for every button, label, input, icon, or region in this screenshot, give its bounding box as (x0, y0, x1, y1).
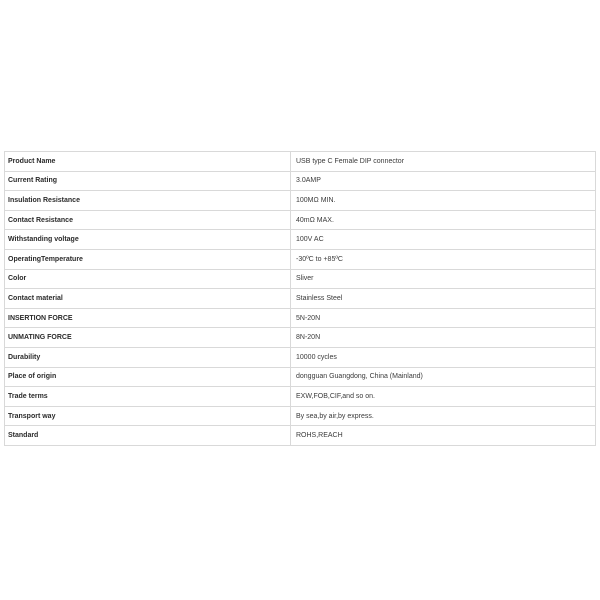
spec-value: ROHS,REACH (291, 426, 596, 446)
spec-label: UNMATING FORCE (5, 328, 291, 348)
table-row (5, 289, 596, 309)
spec-value: 3.0AMP (291, 171, 596, 191)
spec-value: Sliver (291, 269, 596, 289)
table-row (5, 249, 596, 269)
table-row (5, 308, 596, 328)
spec-value: 100MΩ MIN. (291, 191, 596, 211)
spec-value: -30ºC to +85ºC (291, 249, 596, 269)
table-row (5, 191, 596, 211)
spec-label: Durability (5, 347, 291, 367)
spec-label: Insulation Resistance (5, 191, 291, 211)
spec-label: Withstanding voltage (5, 230, 291, 250)
table-row (5, 426, 596, 446)
spec-value: Stainless Steel (291, 289, 596, 309)
spec-label: OperatingTemperature (5, 249, 291, 269)
spec-value: 40mΩ MAX. (291, 210, 596, 230)
table-row (5, 152, 596, 172)
spec-label: Product Name (5, 152, 291, 172)
spec-table (4, 151, 596, 446)
spec-label: Standard (5, 426, 291, 446)
spec-value: 10000 cycles (291, 347, 596, 367)
table-row (5, 347, 596, 367)
spec-label: Current Rating (5, 171, 291, 191)
spec-value: By sea,by air,by express. (291, 406, 596, 426)
spec-label: Contact material (5, 289, 291, 309)
table-row (5, 387, 596, 407)
spec-label: Trade terms (5, 387, 291, 407)
spec-value: USB type C Female DIP connector (291, 152, 596, 172)
table-row (5, 367, 596, 387)
table-row (5, 269, 596, 289)
spec-value: 100V AC (291, 230, 596, 250)
table-row (5, 328, 596, 348)
spec-value: dongguan Guangdong, China (Mainland) (291, 367, 596, 387)
spec-label: Contact Resistance (5, 210, 291, 230)
spec-value: 8N-20N (291, 328, 596, 348)
spec-label: Place of origin (5, 367, 291, 387)
table-row (5, 210, 596, 230)
spec-value: EXW,FOB,CIF,and so on. (291, 387, 596, 407)
spec-label: Color (5, 269, 291, 289)
table-row (5, 171, 596, 191)
spec-value: 5N-20N (291, 308, 596, 328)
spec-label: INSERTION FORCE (5, 308, 291, 328)
spec-label: Transport way (5, 406, 291, 426)
table-row (5, 406, 596, 426)
table-row (5, 230, 596, 250)
